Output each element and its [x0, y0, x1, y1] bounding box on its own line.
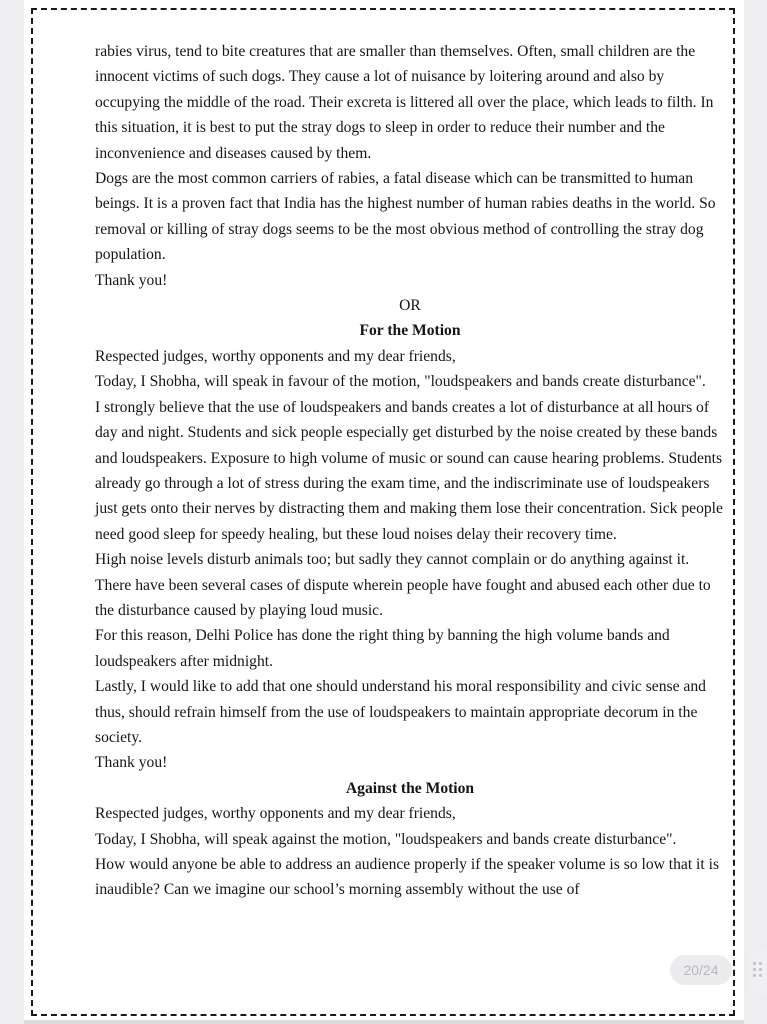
paragraph: rabies virus, tend to bite creatures that are smaller than themselves. Often, small children are the innocent victims of such dogs. They cause a lot of nuisance by loitering around and also by occupying the middle of the road. Their excreta is littered all over the place, which leads to filth. In this situation, it is best to put the stray dogs to sleep in order to reduce their number and the inconvenience and diseases caused by them. [95, 43, 714, 162]
paragraph: I strongly believe that the use of loudspeakers and bands creates a lot of disturbance at all hours of day and night. Students and sick people especially get disturbed by the noise created by these bands and loudspeakers. Exposure to high volume of music or sound can cause hearing problems. Students already go through a lot of stress during the exam time, and the indiscriminate use of loudspeakers just gets onto their nerves by distracting them and making them lose their concentration. Sick people need good sleep for speedy healing, but these loud noises delay their recovery time. [95, 398, 723, 543]
document-page [24, 0, 744, 1020]
paragraph: Respected judges, worthy opponents and my dear friends, [95, 347, 456, 365]
paragraph: High noise levels disturb animals too; but sadly they cannot complain or do anything against it. There have been several cases of dispute wherein people have fought and abused each other due to the disturbance caused by playing loud music. [95, 551, 711, 619]
section-heading-for: For the Motion [359, 322, 461, 340]
page-content [95, 39, 725, 903]
paragraph: Thank you! [95, 754, 168, 772]
page-gap [24, 1020, 744, 1024]
page-indicator[interactable]: 20/24 [670, 955, 732, 985]
paragraph: Today, I Shobha, will speak against the motion, "loudspeakers and bands create disturbance". [95, 830, 677, 848]
paragraph: Respected judges, worthy opponents and my dear friends, [95, 805, 456, 823]
grip-dots-icon [753, 962, 763, 978]
paragraph: For this reason, Delhi Police has done the right thing by banning the high volume bands and loudspeakers after midnight. [95, 627, 670, 670]
paragraph: How would anyone be able to address an audience properly if the speaker volume is so low that it is inaudible? Can we imagine our school’s morning assembly without the use of [95, 856, 720, 899]
paragraph: Dogs are the most common carriers of rabies, a fatal disease which can be transmitted to human beings. It is a proven fact that India has the highest number of human rabies deaths in the world. So removal or killing of stray dogs seems to be the most obvious method of controlling the stray dog population. [95, 170, 716, 264]
paragraph: Today, I Shobha, will speak in favour of the motion, "loudspeakers and bands create disturbance". [95, 373, 706, 391]
paragraph: Thank you! [95, 271, 168, 289]
section-heading-against: Against the Motion [345, 779, 475, 797]
paragraph: Lastly, I would like to add that one should understand his moral responsibility and civic sense and thus, should refrain himself from the use of loudspeakers to maintain appropriate decorum in the society. [95, 678, 706, 746]
scroll-drag-handle[interactable] [748, 950, 767, 994]
or-separator: OR [399, 297, 421, 315]
